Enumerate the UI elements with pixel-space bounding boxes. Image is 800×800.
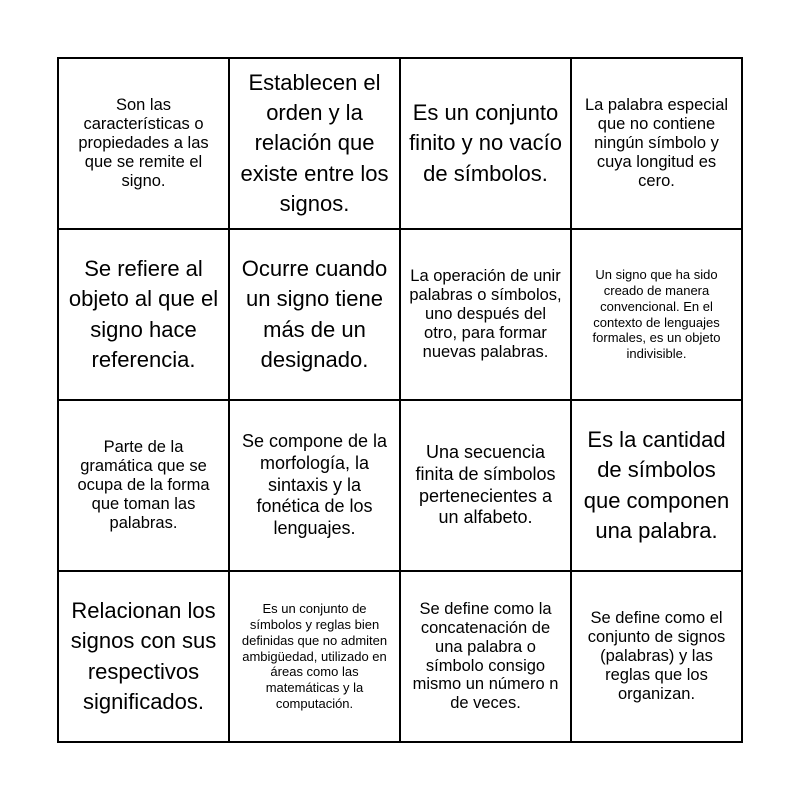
bingo-cell[interactable]	[58, 229, 229, 400]
cell-text: Es un conjunto de símbolos y reglas bien definidas que no admiten ambigüedad, utilizado en áreas como las matemáticas y la computación.	[241, 600, 388, 712]
cell-text: Establecen el orden y la relación que existe entre los signos.	[240, 70, 389, 216]
bingo-cell[interactable]	[400, 571, 571, 742]
cell-text: Se compone de la morfología, la sintaxis y la fonética de los lenguajes.	[241, 430, 388, 539]
cell-text: Parte de la gramática que se ocupa de la forma que toman las palabras.	[77, 438, 210, 532]
cell-text: Un signo que ha sido creado de manera convencional. En el contexto de lenguajes formales, es un objeto indivisible.	[592, 266, 721, 362]
cell-text: Se define como la concatenación de una palabra o símbolo consigo mismo un número n de veces.	[412, 599, 559, 713]
bingo-cell[interactable]	[400, 229, 571, 400]
cell-text: Son las características o propiedades a las que se remite el signo.	[78, 96, 209, 190]
cell-text: Relacionan los signos con sus respectivos significados.	[70, 598, 217, 714]
cell-text: Se refiere al objeto al que el signo hace referencia.	[68, 256, 219, 372]
bingo-cell[interactable]	[229, 58, 400, 229]
bingo-board	[57, 57, 743, 743]
bingo-cell[interactable]	[571, 400, 742, 571]
bingo-cell[interactable]	[229, 400, 400, 571]
cell-text: Ocurre cuando un signo tiene más de un designado.	[241, 256, 388, 372]
cell-text: La operación de unir palabras o símbolos, uno después del otro, para formar nuevas palabras.	[409, 267, 562, 361]
bingo-cell[interactable]	[571, 229, 742, 400]
bingo-cell[interactable]	[571, 571, 742, 742]
bingo-cell[interactable]	[400, 58, 571, 229]
bingo-cell[interactable]	[58, 400, 229, 571]
cell-text: La palabra especial que no contiene ningún símbolo y cuya longitud es cero.	[584, 96, 729, 190]
bingo-cell[interactable]	[571, 58, 742, 229]
cell-text: Es un conjunto finito y no vacío de símbolos.	[409, 100, 562, 186]
cell-text: Es la cantidad de símbolos que componen una palabra.	[583, 427, 730, 543]
cell-text: Se define como el conjunto de signos (palabras) y las reglas que los organizan.	[587, 609, 726, 703]
bingo-cell[interactable]	[400, 400, 571, 571]
bingo-cell[interactable]	[229, 571, 400, 742]
bingo-cell[interactable]	[229, 229, 400, 400]
bingo-cell[interactable]	[58, 58, 229, 229]
cell-text: Una secuencia finita de símbolos pertenecientes a un alfabeto.	[415, 441, 556, 528]
bingo-cell[interactable]	[58, 571, 229, 742]
